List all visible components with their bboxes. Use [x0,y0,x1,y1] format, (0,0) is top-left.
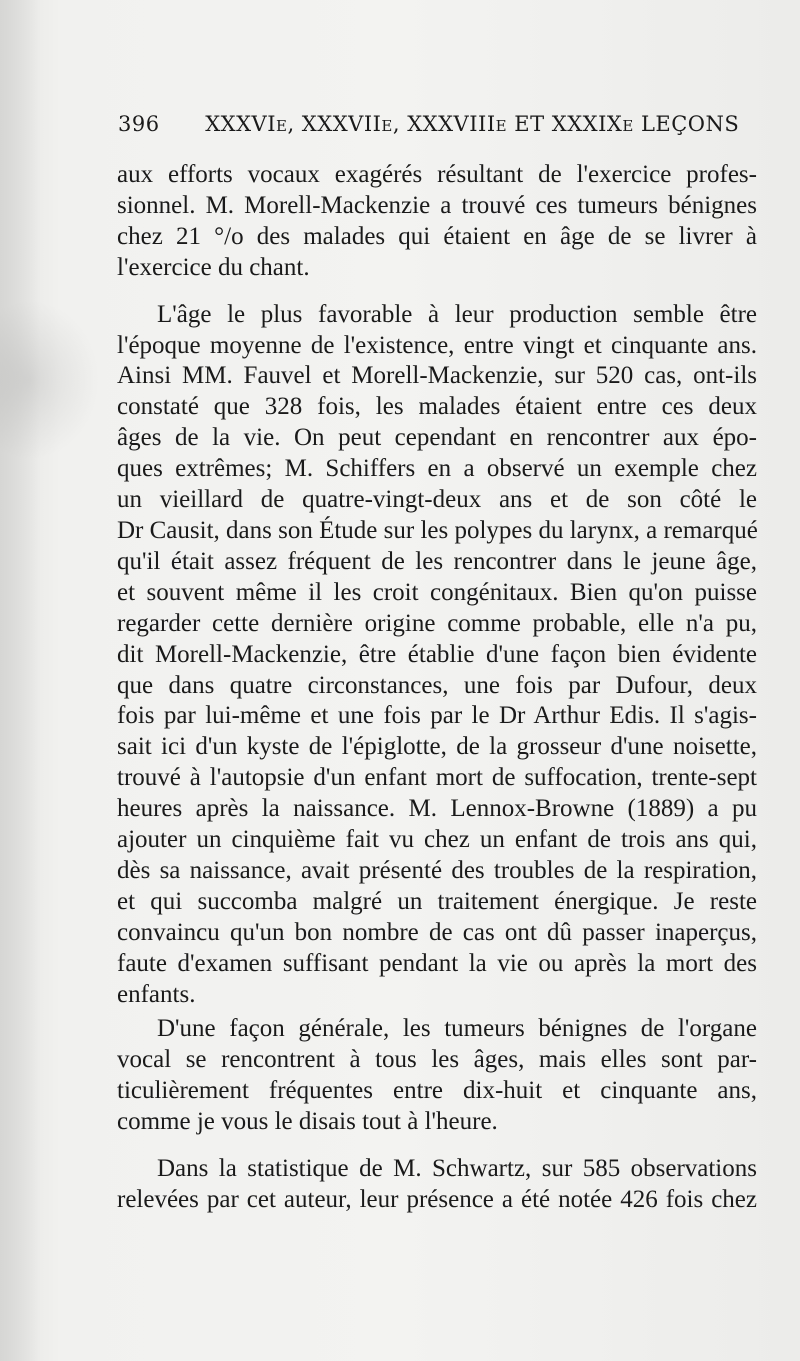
text-line: regarder cette dernière origine comme probable, elle n'a pu, [117,609,757,637]
text-line: sait ici d'un kyste de l'épiglotte, de la grosseur d'une noisette, [117,733,757,761]
ink-bleed-mark [0,300,100,460]
text-line: qu'il était assez fréquent de les rencontrer dans le jeune âge, [117,547,757,575]
text-line: fois par lui-même et une fois par le Dr Arthur Edis. Il s'agis- [117,702,757,730]
text-line: convaincu qu'un bon nombre de cas ont dû passer inaperçus, [117,918,757,946]
text-line: constaté que 328 fois, les malades étaient entre ces deux [117,393,757,421]
text-line: chez 21 °/o des malades qui étaient en âge de se livrer à [117,222,757,250]
paragraph [117,1154,757,1216]
text-line: dit Morell-Mackenzie, être établie d'une façon bien évidente [117,640,757,668]
text-line: aux efforts vocaux exagérés résultant de l'exercice profes- [117,161,757,188]
text-line: trouvé à l'autopsie d'un enfant mort de suffocation, trente-sept [117,764,757,792]
text-line: l'exercice du chant. [117,253,310,281]
text-line: faute d'examen suffisant pendant la vie ou après la mort des [117,949,757,977]
text-line: l'époque moyenne de l'existence, entre vingt et cinquante ans. [117,331,757,359]
paragraph [117,1014,757,1138]
text-line: ticulièrement fréquentes entre dix-huit et cinquante ans, [117,1077,757,1105]
text-line: ques extrêmes; M. Schiffers en a observé un exemple chez [117,455,757,483]
text-line: sionnel. M. Morell-Mackenzie a trouvé ces tumeurs bénignes [117,191,757,219]
page-body [117,160,757,1216]
paragraph [117,160,757,284]
text-line: un vieillard de quatre-vingt-deux ans et de son côté le [117,486,757,514]
running-header [118,112,758,146]
text-line: et souvent même il les croit congénitaux. Bien qu'on puisse [117,578,757,606]
text-line: heures après la naissance. M. Lennox-Browne (1889) a pu [117,795,757,823]
page-binding-shadow [0,0,40,1361]
text-line: comme je vous le disais tout à l'heure. [117,1108,498,1136]
text-line: et qui succomba malgré un traitement énergique. Je reste [117,887,757,915]
text-line: L'âge le plus favorable à leur production semble être [157,300,757,328]
text-line: vocal se rencontrent à tous les âges, mais elles sont par- [117,1046,757,1074]
text-line: relevées par cet auteur, leur présence a été notée 426 fois chez [117,1186,757,1213]
text-line: dès sa naissance, avait présenté des troubles de la respiration, [117,856,757,884]
header-title: XXXVIe, XXXVIIe, XXXVIIIe ET XXXIXe LEÇONS [205,112,740,136]
text-line: ajouter un cinquième fait vu chez un enfant de trois ans qui, [117,826,757,854]
text-line: âges de la vie. On peut cependant en rencontrer aux épo- [117,424,757,452]
page-number: 396 [118,112,160,136]
text-line: que dans quatre circonstances, une fois par Dufour, deux [117,671,757,699]
text-line: Dans la statistique de M. Schwartz, sur 585 observations [157,1155,757,1183]
text-line: Dr Causit, dans son Étude sur les polypes du larynx, a remarqué [117,516,758,544]
text-line: enfants. [117,980,196,1008]
text-line: Ainsi MM. Fauvel et Morell-Mackenzie, sur 520 cas, ont-ils [117,362,757,390]
paragraph [117,300,757,1011]
text-line: D'une façon générale, les tumeurs bénignes de l'organe [157,1015,757,1043]
